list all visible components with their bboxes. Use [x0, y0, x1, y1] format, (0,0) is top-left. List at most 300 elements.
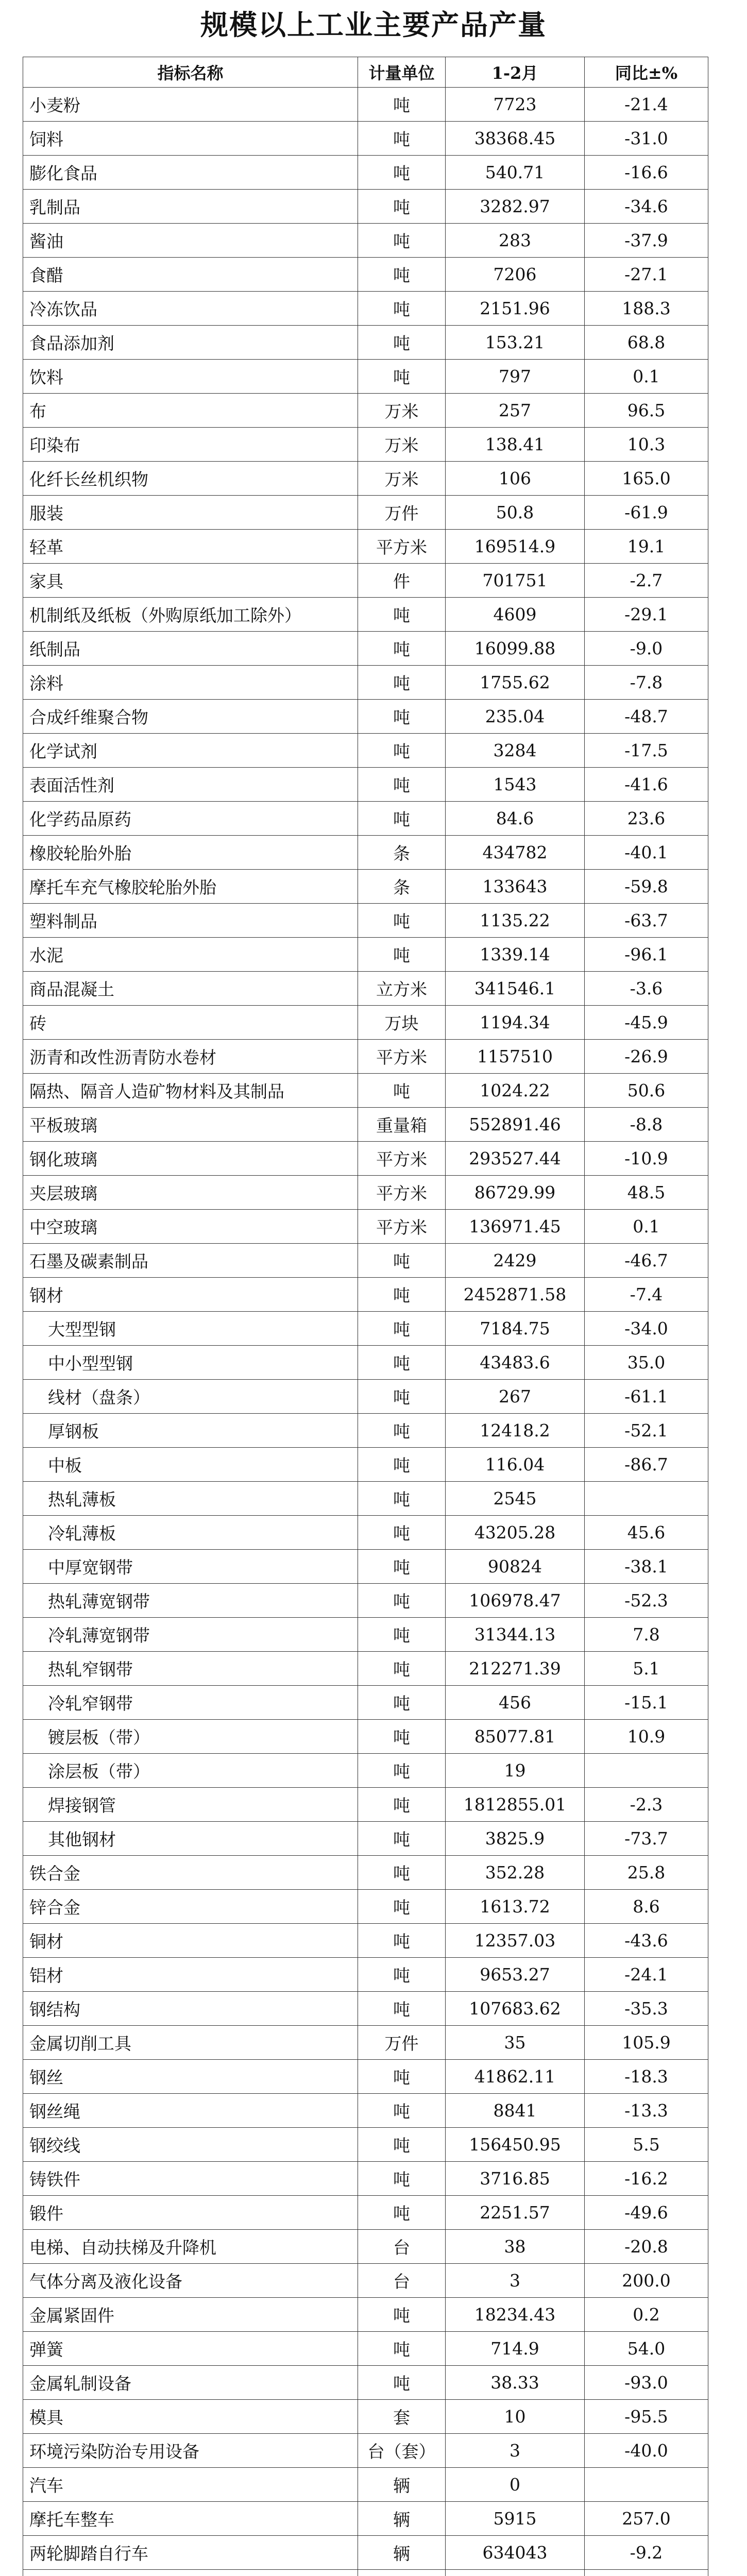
table-row	[23, 190, 708, 224]
table-row	[23, 1244, 708, 1278]
unit-cell: 吨	[358, 1720, 446, 1754]
yoy-cell: 54.0	[585, 2332, 708, 2366]
table-row	[23, 1074, 708, 1108]
unit-cell: 吨	[358, 938, 446, 972]
table-row	[23, 2536, 708, 2570]
indicator-name-cell: 钢结构	[23, 1992, 358, 2026]
value-cell: 9653.27	[446, 1958, 585, 1992]
table-row	[23, 1312, 708, 1346]
unit-cell: 吨	[358, 1652, 446, 1686]
unit-cell: 万件	[358, 2026, 446, 2060]
header-row	[23, 57, 708, 88]
table-row	[23, 1924, 708, 1958]
yoy-cell: -26.9	[585, 1040, 708, 1074]
indicator-name-cell: 机制纸及纸板（外购原纸加工除外）	[23, 598, 358, 632]
table-row	[23, 1176, 708, 1210]
table-row	[23, 2230, 708, 2264]
unit-cell	[358, 2570, 446, 2576]
unit-cell: 吨	[358, 2128, 446, 2162]
yoy-cell: -21.4	[585, 88, 708, 122]
value-cell: 35	[446, 2026, 585, 2060]
unit-cell: 吨	[358, 1890, 446, 1924]
unit-cell: 吨	[358, 1448, 446, 1482]
table-row	[23, 1822, 708, 1856]
indicator-name-cell: 冷轧薄板	[23, 1516, 358, 1550]
yoy-cell: -10.9	[585, 1142, 708, 1176]
indicator-name-cell: 膨化食品	[23, 156, 358, 190]
table-row	[23, 870, 708, 904]
table-row	[23, 1992, 708, 2026]
unit-cell: 吨	[358, 326, 446, 360]
table-header	[23, 57, 708, 88]
indicator-name-cell: 食品添加剂	[23, 326, 358, 360]
indicator-name-cell: 环境污染防治专用设备	[23, 2434, 358, 2468]
yoy-cell: -34.0	[585, 1312, 708, 1346]
unit-cell: 吨	[358, 360, 446, 394]
yoy-cell: -37.9	[585, 224, 708, 258]
unit-cell: 吨	[358, 598, 446, 632]
yoy-cell	[585, 1754, 708, 1788]
indicator-name-cell: 涂层板（带）	[23, 1754, 358, 1788]
yoy-cell: 23.6	[585, 802, 708, 836]
table-row	[23, 2026, 708, 2060]
table-row	[23, 1278, 708, 1312]
value-cell: 797	[446, 360, 585, 394]
value-cell: 136971.45	[446, 1210, 585, 1244]
table-row	[23, 2196, 708, 2230]
indicator-name-cell: 中厚宽钢带	[23, 1550, 358, 1584]
indicator-name-cell: 水泥	[23, 938, 358, 972]
value-cell: 41862.11	[446, 2060, 585, 2094]
value-cell: 12418.2	[446, 1414, 585, 1448]
indicator-name-cell: 钢绞线	[23, 2128, 358, 2162]
indicator-name-cell: 大型型钢	[23, 1312, 358, 1346]
yoy-cell: 5.5	[585, 2128, 708, 2162]
unit-cell: 吨	[358, 1380, 446, 1414]
unit-cell: 吨	[358, 1822, 446, 1856]
table-row	[23, 1652, 708, 1686]
table-row	[23, 2468, 708, 2502]
table-row	[23, 1550, 708, 1584]
yoy-cell: 45.6	[585, 1516, 708, 1550]
value-cell: 2251.57	[446, 2196, 585, 2230]
product-output-table	[23, 57, 708, 2576]
header-indicator-name: 指标名称	[23, 57, 358, 88]
value-cell: 16099.88	[446, 632, 585, 666]
indicator-name-cell: 模具	[23, 2400, 358, 2434]
table-row	[23, 938, 708, 972]
indicator-name-cell: 厚钢板	[23, 1414, 358, 1448]
indicator-name-cell: 铜材	[23, 1924, 358, 1958]
table-row	[23, 1346, 708, 1380]
unit-cell: 吨	[358, 1312, 446, 1346]
header-period-value: 1-2月	[446, 57, 585, 88]
yoy-cell: 50.6	[585, 1074, 708, 1108]
yoy-cell: 0.2	[585, 2298, 708, 2332]
value-cell: 169514.9	[446, 530, 585, 564]
yoy-cell: 10.9	[585, 1720, 708, 1754]
yoy-cell: 257.0	[585, 2502, 708, 2536]
unit-cell: 吨	[358, 666, 446, 700]
indicator-name-cell: 塑料制品	[23, 904, 358, 938]
yoy-cell: -93.0	[585, 2366, 708, 2400]
value-cell: 3825.9	[446, 1822, 585, 1856]
table-row	[23, 462, 708, 496]
unit-cell: 吨	[358, 632, 446, 666]
table-row	[23, 1686, 708, 1720]
value-cell: 7184.75	[446, 1312, 585, 1346]
table-row	[23, 2162, 708, 2196]
value-cell: 1194.34	[446, 1006, 585, 1040]
unit-cell: 吨	[358, 2298, 446, 2332]
table-row	[23, 1482, 708, 1516]
unit-cell: 平方米	[358, 1142, 446, 1176]
value-cell: 1812855.01	[446, 1788, 585, 1822]
table-row	[23, 2094, 708, 2128]
yoy-cell: -29.1	[585, 598, 708, 632]
yoy-cell: -46.7	[585, 1244, 708, 1278]
table-row	[23, 1210, 708, 1244]
value-cell: 106978.47	[446, 1584, 585, 1618]
unit-cell: 台	[358, 2264, 446, 2298]
indicator-name-cell: 家具	[23, 564, 358, 598]
value-cell: 634043	[446, 2536, 585, 2570]
table-row	[23, 2570, 708, 2576]
yoy-cell: 8.6	[585, 1890, 708, 1924]
indicator-name-cell: 涂料	[23, 666, 358, 700]
value-cell: 1135.22	[446, 904, 585, 938]
unit-cell: 条	[358, 836, 446, 870]
indicator-name-cell: 其他钢材	[23, 1822, 358, 1856]
value-cell: 7723	[446, 88, 585, 122]
indicator-name-cell: 金属轧制设备	[23, 2366, 358, 2400]
indicator-name-cell: 摩托车整车	[23, 2502, 358, 2536]
yoy-cell: -40.0	[585, 2434, 708, 2468]
value-cell: 107683.62	[446, 1992, 585, 2026]
value-cell: 1755.62	[446, 666, 585, 700]
table-row	[23, 1856, 708, 1890]
unit-cell: 吨	[358, 190, 446, 224]
indicator-name-cell: 气体分离及液化设备	[23, 2264, 358, 2298]
indicator-name-cell: 铁合金	[23, 1856, 358, 1890]
yoy-cell: -2.7	[585, 564, 708, 598]
value-cell: 86729.99	[446, 1176, 585, 1210]
value-cell: 714.9	[446, 2332, 585, 2366]
yoy-cell: -18.3	[585, 2060, 708, 2094]
unit-cell: 吨	[358, 1686, 446, 1720]
yoy-cell: -7.4	[585, 1278, 708, 1312]
table-row	[23, 156, 708, 190]
indicator-name-cell: 铝材	[23, 1958, 358, 1992]
value-cell: 434782	[446, 836, 585, 870]
yoy-cell: -61.9	[585, 496, 708, 530]
indicator-name-cell: 平板玻璃	[23, 1108, 358, 1142]
table-row	[23, 530, 708, 564]
unit-cell: 辆	[358, 2502, 446, 2536]
unit-cell: 吨	[358, 1278, 446, 1312]
unit-cell: 重量箱	[358, 1108, 446, 1142]
indicator-name-cell: 摩托车充气橡胶轮胎外胎	[23, 870, 358, 904]
unit-cell: 吨	[358, 734, 446, 768]
unit-cell: 台（套）	[358, 2434, 446, 2468]
unit-cell: 吨	[358, 258, 446, 292]
unit-cell: 万件	[358, 496, 446, 530]
yoy-cell: -24.1	[585, 1958, 708, 1992]
value-cell: 283	[446, 224, 585, 258]
indicator-name-cell: 锌合金	[23, 1890, 358, 1924]
value-cell: 90824	[446, 1550, 585, 1584]
table-row	[23, 326, 708, 360]
unit-cell: 吨	[358, 1074, 446, 1108]
table-row	[23, 2264, 708, 2298]
table-row	[23, 666, 708, 700]
value-cell: 38368.45	[446, 122, 585, 156]
unit-cell: 吨	[358, 2366, 446, 2400]
yoy-cell: -45.9	[585, 1006, 708, 1040]
table-row	[23, 1890, 708, 1924]
table-row	[23, 1380, 708, 1414]
unit-cell: 平方米	[358, 1176, 446, 1210]
table-row	[23, 2332, 708, 2366]
unit-cell: 吨	[358, 1856, 446, 1890]
indicator-name-cell: 化纤长丝机织物	[23, 462, 358, 496]
indicator-name-cell: 砖	[23, 1006, 358, 1040]
indicator-name-cell: 焊接钢管	[23, 1788, 358, 1822]
yoy-cell: -3.6	[585, 972, 708, 1006]
indicator-name-cell: 镀层板（带）	[23, 1720, 358, 1754]
table-row	[23, 1108, 708, 1142]
indicator-name-cell: 化学药品原药	[23, 802, 358, 836]
yoy-cell: 105.9	[585, 2026, 708, 2060]
yoy-cell: -40.1	[585, 836, 708, 870]
indicator-name-cell: 夹层玻璃	[23, 1176, 358, 1210]
table-row	[23, 1006, 708, 1040]
unit-cell: 吨	[358, 292, 446, 326]
value-cell: 352.28	[446, 1856, 585, 1890]
yoy-cell: -35.3	[585, 1992, 708, 2026]
indicator-name-cell: 中板	[23, 1448, 358, 1482]
unit-cell: 吨	[358, 2196, 446, 2230]
indicator-name-cell: 冷轧薄宽钢带	[23, 1618, 358, 1652]
table-row	[23, 88, 708, 122]
unit-cell: 吨	[358, 1992, 446, 2026]
yoy-cell: -48.7	[585, 700, 708, 734]
value-cell: 38	[446, 2230, 585, 2264]
yoy-cell: -86.7	[585, 1448, 708, 1482]
unit-cell: 吨	[358, 1516, 446, 1550]
table-row	[23, 564, 708, 598]
value-cell: 12357.03	[446, 1924, 585, 1958]
unit-cell: 吨	[358, 122, 446, 156]
yoy-cell: 188.3	[585, 292, 708, 326]
indicator-name-cell: 金属切削工具	[23, 2026, 358, 2060]
table-row	[23, 802, 708, 836]
table-row	[23, 768, 708, 802]
table-body	[23, 88, 708, 2576]
unit-cell: 万块	[358, 1006, 446, 1040]
value-cell: 235.04	[446, 700, 585, 734]
value-cell: 84.6	[446, 802, 585, 836]
table-row	[23, 2128, 708, 2162]
indicator-name-cell: 热轧薄板	[23, 1482, 358, 1516]
unit-cell: 吨	[358, 1958, 446, 1992]
table-row	[23, 1584, 708, 1618]
indicator-name-cell: 表面活性剂	[23, 768, 358, 802]
table-row	[23, 496, 708, 530]
header-yoy-change: 同比±%	[585, 57, 708, 88]
indicator-name-cell: 汽车	[23, 2468, 358, 2502]
indicator-name-cell: 纸制品	[23, 632, 358, 666]
unit-cell: 吨	[358, 1244, 446, 1278]
unit-cell: 件	[358, 564, 446, 598]
unit-cell: 平方米	[358, 1210, 446, 1244]
unit-cell: 吨	[358, 88, 446, 122]
unit-cell: 吨	[358, 2162, 446, 2196]
value-cell: 138.41	[446, 428, 585, 462]
unit-cell: 条	[358, 870, 446, 904]
unit-cell: 吨	[358, 2094, 446, 2128]
indicator-name-cell: 乳制品	[23, 190, 358, 224]
table-row	[23, 394, 708, 428]
yoy-cell: -52.3	[585, 1584, 708, 1618]
table-row	[23, 360, 708, 394]
indicator-name-cell: 热轧薄宽钢带	[23, 1584, 358, 1618]
value-cell	[446, 2570, 585, 2576]
value-cell: 293527.44	[446, 1142, 585, 1176]
yoy-cell: -7.8	[585, 666, 708, 700]
yoy-cell: -96.1	[585, 938, 708, 972]
table-row	[23, 972, 708, 1006]
table-row	[23, 2060, 708, 2094]
table-row	[23, 2400, 708, 2434]
yoy-cell: -20.8	[585, 2230, 708, 2264]
value-cell: 2429	[446, 1244, 585, 1278]
table-row	[23, 1754, 708, 1788]
unit-cell: 吨	[358, 1924, 446, 1958]
yoy-cell: -8.8	[585, 1108, 708, 1142]
table-row	[23, 700, 708, 734]
indicator-name-cell: 热轧窄钢带	[23, 1652, 358, 1686]
indicator-name-cell: 轻革	[23, 530, 358, 564]
yoy-cell: 35.0	[585, 1346, 708, 1380]
yoy-cell: -63.7	[585, 904, 708, 938]
indicator-name-cell	[23, 2570, 358, 2576]
value-cell: 257	[446, 394, 585, 428]
indicator-name-cell: 饲料	[23, 122, 358, 156]
unit-cell: 辆	[358, 2468, 446, 2502]
unit-cell: 吨	[358, 1788, 446, 1822]
indicator-name-cell: 服装	[23, 496, 358, 530]
unit-cell: 吨	[358, 2060, 446, 2094]
unit-cell: 万米	[358, 462, 446, 496]
value-cell: 1024.22	[446, 1074, 585, 1108]
table-row	[23, 2502, 708, 2536]
yoy-cell: 7.8	[585, 1618, 708, 1652]
value-cell: 50.8	[446, 496, 585, 530]
table-row	[23, 632, 708, 666]
indicator-name-cell: 隔热、隔音人造矿物材料及其制品	[23, 1074, 358, 1108]
value-cell: 5915	[446, 2502, 585, 2536]
table-row	[23, 1618, 708, 1652]
indicator-name-cell: 电梯、自动扶梯及升降机	[23, 2230, 358, 2264]
yoy-cell: -13.3	[585, 2094, 708, 2128]
value-cell: 18234.43	[446, 2298, 585, 2332]
value-cell: 38.33	[446, 2366, 585, 2400]
value-cell: 1157510	[446, 1040, 585, 1074]
yoy-cell: -41.6	[585, 768, 708, 802]
header-unit: 计量单位	[358, 57, 446, 88]
unit-cell: 吨	[358, 1482, 446, 1516]
yoy-cell: -59.8	[585, 870, 708, 904]
yoy-cell: 5.1	[585, 1652, 708, 1686]
unit-cell: 平方米	[358, 530, 446, 564]
indicator-name-cell: 食醋	[23, 258, 358, 292]
unit-cell: 万米	[358, 394, 446, 428]
yoy-cell: -27.1	[585, 258, 708, 292]
unit-cell: 吨	[358, 1550, 446, 1584]
indicator-name-cell: 冷冻饮品	[23, 292, 358, 326]
unit-cell: 吨	[358, 904, 446, 938]
unit-cell: 台	[358, 2230, 446, 2264]
table-row	[23, 292, 708, 326]
value-cell: 2545	[446, 1482, 585, 1516]
indicator-name-cell: 合成纤维聚合物	[23, 700, 358, 734]
value-cell: 701751	[446, 564, 585, 598]
unit-cell: 吨	[358, 2332, 446, 2366]
indicator-name-cell: 冷轧窄钢带	[23, 1686, 358, 1720]
yoy-cell: -15.1	[585, 1686, 708, 1720]
yoy-cell: -73.7	[585, 1822, 708, 1856]
indicator-name-cell: 钢丝	[23, 2060, 358, 2094]
table-row	[23, 224, 708, 258]
unit-cell: 万米	[358, 428, 446, 462]
table-row	[23, 734, 708, 768]
value-cell: 3282.97	[446, 190, 585, 224]
value-cell: 3716.85	[446, 2162, 585, 2196]
table-row	[23, 122, 708, 156]
table-row	[23, 2366, 708, 2400]
yoy-cell: -2.3	[585, 1788, 708, 1822]
value-cell: 7206	[446, 258, 585, 292]
indicator-name-cell: 布	[23, 394, 358, 428]
value-cell: 1339.14	[446, 938, 585, 972]
yoy-cell: 96.5	[585, 394, 708, 428]
value-cell: 19	[446, 1754, 585, 1788]
table-row	[23, 1958, 708, 1992]
value-cell: 1613.72	[446, 1890, 585, 1924]
indicator-name-cell: 线材（盘条）	[23, 1380, 358, 1414]
unit-cell: 平方米	[358, 1040, 446, 1074]
indicator-name-cell: 化学试剂	[23, 734, 358, 768]
table-row	[23, 2434, 708, 2468]
unit-cell: 套	[358, 2400, 446, 2434]
value-cell: 456	[446, 1686, 585, 1720]
indicator-name-cell: 沥青和改性沥青防水卷材	[23, 1040, 358, 1074]
value-cell: 267	[446, 1380, 585, 1414]
yoy-cell: -34.6	[585, 190, 708, 224]
value-cell: 133643	[446, 870, 585, 904]
indicator-name-cell: 酱油	[23, 224, 358, 258]
yoy-cell: 10.3	[585, 428, 708, 462]
yoy-cell: -38.1	[585, 1550, 708, 1584]
value-cell: 43205.28	[446, 1516, 585, 1550]
yoy-cell: -95.5	[585, 2400, 708, 2434]
value-cell: 212271.39	[446, 1652, 585, 1686]
yoy-cell: -61.1	[585, 1380, 708, 1414]
table-row	[23, 1516, 708, 1550]
yoy-cell: 165.0	[585, 462, 708, 496]
value-cell: 3	[446, 2434, 585, 2468]
